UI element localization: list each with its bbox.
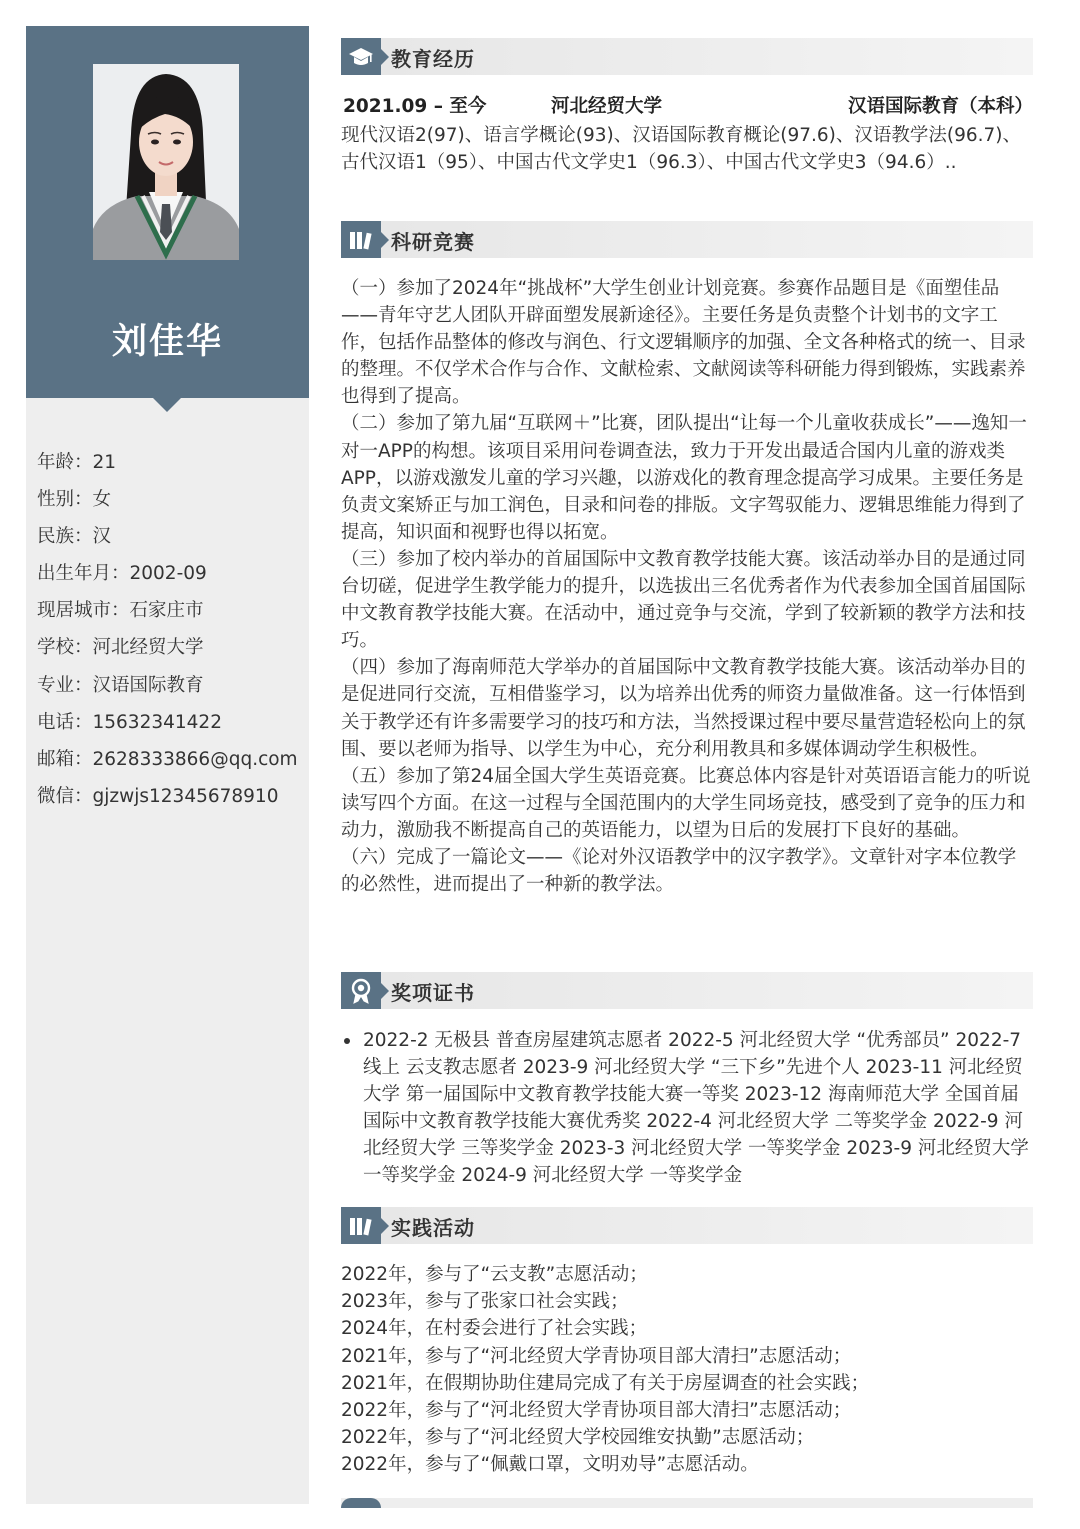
info-age: 年龄：21 — [37, 452, 117, 473]
person-name: 刘佳华 — [111, 322, 223, 362]
section-awards-header — [341, 972, 1033, 1009]
next-section-header-cutoff — [341, 1498, 1033, 1508]
education-entry-header — [341, 92, 1033, 120]
profile-photo — [93, 64, 239, 260]
info-gender: 性别：女 — [37, 489, 112, 511]
practice-item: 2021年，参与了“河北经贸大学青协项目部大清扫”志愿活动； — [341, 1345, 852, 1367]
info-school: 学校：河北经贸大学 — [37, 637, 204, 659]
research-item-6: （六）完成了一篇论文——《论对外汉语教学中的汉字教学》。文章针对字本位教学的必然性，进而提出了一种新的教学法。 — [341, 846, 1017, 896]
personal-info-list — [37, 450, 298, 821]
section-title: 实践活动 — [391, 1216, 475, 1240]
info-email: 邮箱：2628333866@qq.com — [37, 748, 298, 770]
education-school: 河北经贸大学 — [551, 96, 663, 117]
info-major: 专业：汉语国际教育 — [37, 674, 204, 696]
section-title: 科研竞赛 — [391, 230, 475, 254]
research-item-3: （三）参加了校内举办的首届国际中文教育教学技能大赛。该活动举办目的是通过同台切磋，促进学生教学能力的提升，以选拔出三名优秀者作为代表参加全国首届国际中文教育教学技能大赛。在活动中，通过竞争与交流，学到了较新颖的教学方法和技巧。 — [341, 548, 1026, 652]
research-item-1: （一）参加了2024年“挑战杯”大学生创业计划竞赛。参赛作品题目是《面塑佳品——青年守艺人团队开辟面塑发展新途径》。主要任务是负责整个计划书的文字工作，包括作品整体的修改与润色、行文逻辑顺序的加强、全文各种格式的统一、目录的整理。不仅学术合作与合作、文献检索、文献阅读等科研能力得到锻炼，实践素养也得到了提高。 — [341, 278, 1026, 408]
profile-header — [26, 26, 309, 398]
portrait-illustration — [93, 64, 239, 260]
info-city: 现居城市：石家庄市 — [37, 600, 204, 622]
section-education-header — [341, 38, 1033, 75]
profile-sidebar — [26, 26, 309, 1504]
research-content — [341, 275, 1033, 898]
info-phone: 电话：15632341422 — [37, 711, 222, 733]
books-icon — [341, 221, 381, 258]
practice-item: 2022年，参与了“河北经贸大学青协项目部大清扫”志愿活动； — [341, 1400, 852, 1422]
practice-item: 2023年，参与了张家口社会实践； — [341, 1291, 629, 1313]
research-item-2: （二）参加了第九届“互联网＋”比赛，团队提出“让每一个儿童收获成长”——逸知一对一APP的构想。该项目采用问卷调查法，致力于开发出最适合国内儿童的游戏类APP，以游戏激发儿童的学习兴趣，以游戏化的教育理念提高学习成果。主要任务是负责文案矫正与加工润色，目录和问卷的排版。文字驾驭能力、逻辑思维能力得到了提高，知识面和视野也得以拓宽。 — [341, 413, 1027, 543]
section-title: 教育经历 — [391, 47, 475, 71]
education-major: 汉语国际教育（本科） — [847, 96, 1033, 117]
research-item-5: （五）参加了第24届全国大学生英语竞赛。比赛总体内容是针对英语语言能力的听说读写四个方面。在这一过程与全国范围内的大学生同场竞技，感受到了竞争的压力和动力，激励我不断提高自己的英语能力，以望为日后的发展打下良好的基础。 — [341, 765, 1031, 841]
awards-list — [341, 1027, 1033, 1190]
profile-pointer — [153, 398, 181, 412]
education-period: 2021.09 – 至今 — [343, 96, 487, 117]
section-title: 奖项证书 — [391, 981, 475, 1005]
research-item-4: （四）参加了海南师范大学举办的首届国际中文教育教学技能大赛。该活动举办目的是促进同行交流，互相借鉴学习，以为培养出优秀的师资力量做准备。这一行体悟到关于教学还有许多需要学习的技巧和方法，当然授课过程中要尽量营造轻松向上的氛围、要以老师为指导、以学生为中心，充分利用教具和多媒体调动学生积极性。 — [341, 657, 1026, 760]
section-research-header — [341, 221, 1033, 258]
award-ribbon-icon — [341, 972, 381, 1009]
practice-item: 2021年，在假期协助住建局完成了有关于房屋调查的社会实践； — [341, 1372, 870, 1394]
practice-item: 2024年，在村委会进行了社会实践； — [341, 1318, 648, 1340]
practice-list — [341, 1261, 869, 1479]
graduation-cap-icon — [341, 38, 381, 75]
books-icon — [341, 1207, 381, 1244]
info-wechat: 微信：gjzwjs12345678910 — [37, 785, 279, 807]
bullet-dot — [344, 1038, 350, 1044]
info-birth: 出生年月：2002-09 — [37, 563, 207, 585]
practice-item: 2022年，参与了“佩戴口罩，文明劝导”志愿活动。 — [341, 1454, 759, 1476]
section-practice-header — [341, 1207, 1033, 1244]
info-ethnicity: 民族：汉 — [37, 526, 112, 548]
section-icon — [341, 1498, 381, 1508]
practice-item: 2022年，参与了“云支教”志愿活动； — [341, 1264, 648, 1285]
education-courses: 现代汉语2(97)、语言学概论(93)、汉语国际教育概论(97.6)、汉语教学法(96.7)、古代汉语1（95）、中国古代文学史1（96.3）、中国古代文学史3（94.6）.. — [341, 125, 1021, 174]
practice-item: 2022年，参与了“河北经贸大学校园维安执勤”志愿活动； — [341, 1427, 815, 1449]
awards-text: 2022-2 无极县 普查房屋建筑志愿者 2022-5 河北经贸大学 “优秀部员” 2022-7 线上 云支教志愿者 2023-9 河北经贸大学 “三下乡”先进个人 2023-11 河北经贸大学 第一届国际中文教育教学技能大赛一等奖 2023-12 海南师范大学 全国首届国际中文教育教学技能大赛优秀奖 2022-4 河北经贸大学 二等奖学金 2022-9 河北经贸大学 三等奖学金 2023-3 河北经贸大学 一等奖学金 2023-9 河北经贸大学 一等奖学金 2024-9 河北经贸大学 一等奖学金 — [363, 1030, 1029, 1187]
